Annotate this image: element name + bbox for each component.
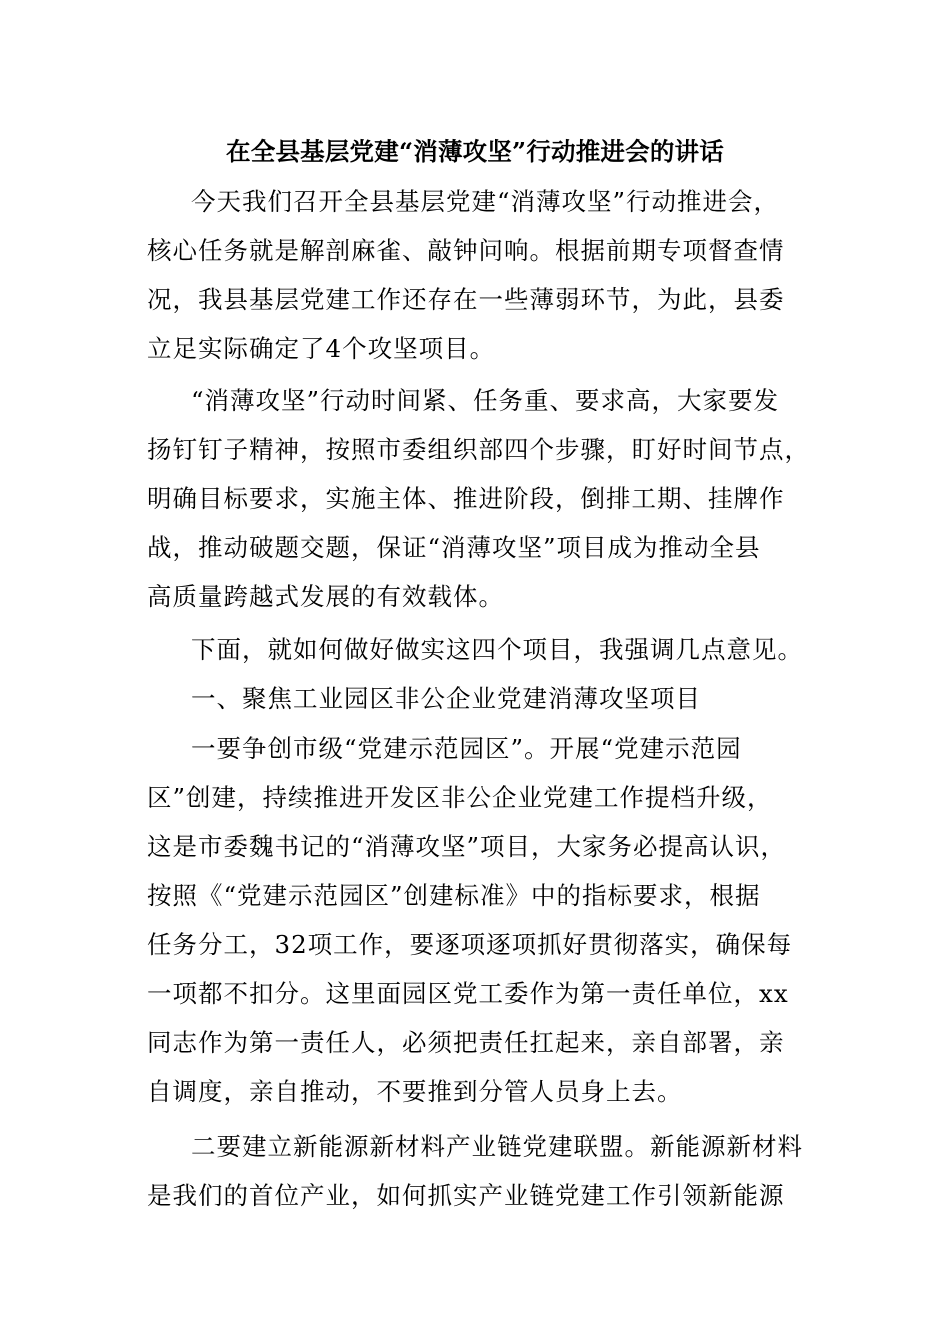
text-line: 下面，就如何做好做实这四个项目，我强调几点意见。 <box>191 635 803 664</box>
text-line: 明确目标要求，实施主体、推进阶段，倒排工期、挂牌作 <box>147 484 785 513</box>
text-line: 二要建立新能源新材料产业链党建联盟。新能源新材料 <box>191 1132 803 1161</box>
text-line: 同志作为第一责任人，必须把责任扛起来，亲自部署，亲 <box>147 1028 785 1057</box>
text-line: 任务分工，32项工作，要逐项逐项抓好贯彻落实，确保每 <box>147 930 793 959</box>
text-line: 一要争创市级“党建示范园区”。开展“党建示范园 <box>191 734 742 763</box>
paragraph-2 <box>147 376 810 621</box>
paragraph-1 <box>147 177 803 373</box>
text-line: 一、聚焦工业园区非公企业党建消薄攻坚项目 <box>191 684 701 713</box>
paragraph-3 <box>147 625 803 674</box>
text-line: 按照《“党建示范园区”创建标准》中的指标要求，根据 <box>147 881 761 910</box>
text-line: 是我们的首位产业，如何抓实产业链党建工作引领新能源 <box>147 1181 785 1210</box>
paragraph-6 <box>147 1122 803 1220</box>
text-line: 自调度，亲自推动，不要推到分管人员身上去。 <box>147 1077 683 1106</box>
text-line: 这是市委魏书记的“消薄攻坚”项目，大家务必提高认识， <box>147 832 787 861</box>
text-line: 战，推动破题交题，保证“消薄攻坚”项目成为推动全县 <box>147 533 761 562</box>
text-line: “消薄攻坚”行动时间紧、任务重、要求高，大家要发 <box>191 386 780 415</box>
document-title: 在全县基层党建“消薄攻坚”行动推进会的讲话 <box>226 137 724 166</box>
text-line: 核心任务就是解剖麻雀、敲钟问响。根据前期专项督查情 <box>147 236 785 265</box>
text-line: 高质量跨越式发展的有效载体。 <box>147 582 504 611</box>
text-line: 今天我们召开全县基层党建“消薄攻坚”行动推进会， <box>191 187 780 216</box>
text-line: 立足实际确定了4个攻坚项目。 <box>147 334 496 363</box>
paragraph-5 <box>147 724 803 1116</box>
text-line: 况，我县基层党建工作还存在一些薄弱环节，为此，县委 <box>147 285 785 314</box>
text-line: 区”创建，持续推进开发区非公企业党建工作提档升级， <box>147 783 773 812</box>
section-heading-1 <box>147 674 803 723</box>
text-line: 一项都不扣分。这里面园区党工委作为第一责任单位，xx <box>147 979 789 1008</box>
text-line: 扬钉钉子精神，按照市委组织部四个步骤，盯好时间节点， <box>147 435 810 464</box>
